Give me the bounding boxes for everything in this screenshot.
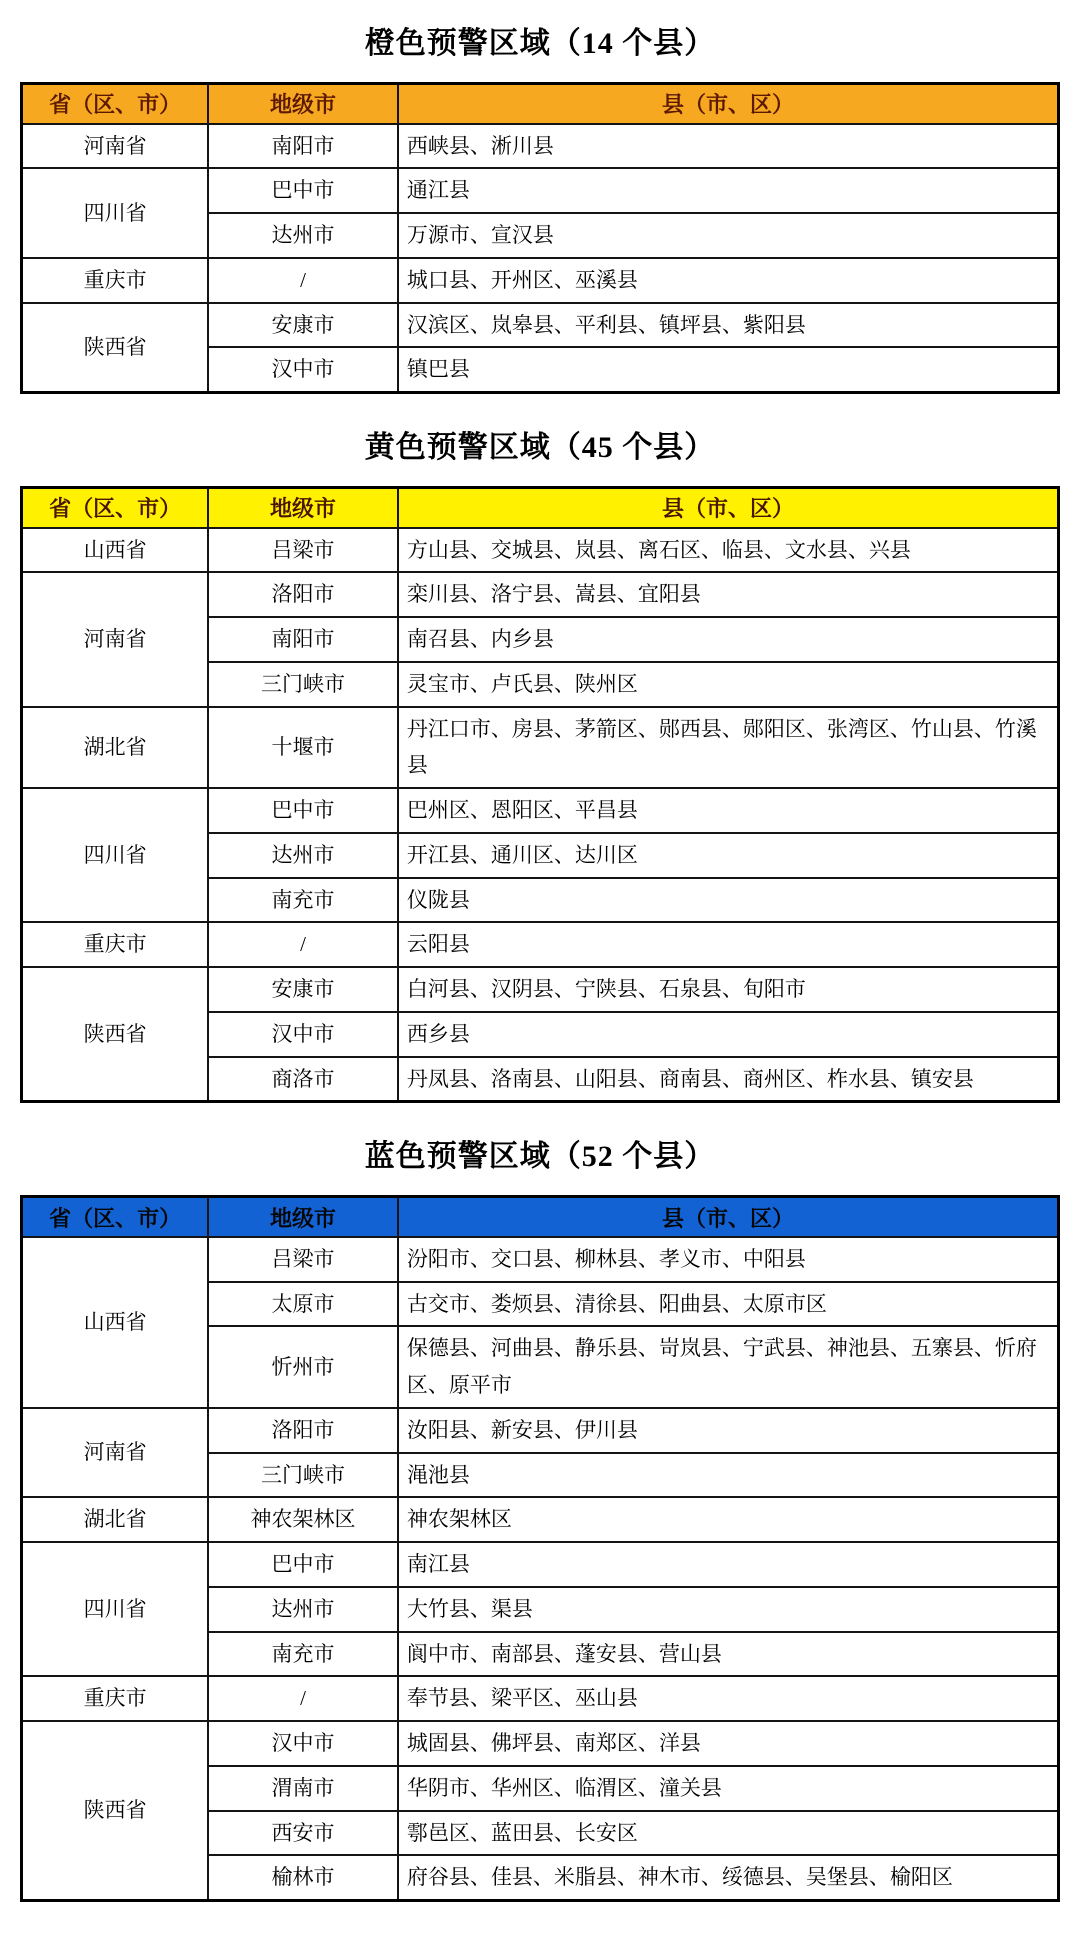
city-cell: / [208,258,398,303]
city-cell: 渭南市 [208,1766,398,1811]
table-row [22,967,1059,1012]
counties-cell: 阆中市、南部县、蓬安县、营山县 [398,1632,1059,1677]
city-cell: 巴中市 [208,788,398,833]
counties-cell: 古交市、娄烦县、清徐县、阳曲县、太原市区 [398,1282,1059,1327]
counties-cell: 丹江口市、房县、茅箭区、郧西县、郧阳区、张湾区、竹山县、竹溪县 [398,707,1059,789]
counties-cell: 西乡县 [398,1012,1059,1057]
counties-cell: 南召县、内乡县 [398,617,1059,662]
province-cell: 四川省 [22,1542,209,1676]
province-cell: 河南省 [22,124,209,169]
table-body [22,528,1059,1102]
city-cell: 汉中市 [208,1721,398,1766]
city-cell: 南充市 [208,1632,398,1677]
table-row [22,124,1059,169]
counties-cell: 汾阳市、交口县、柳林县、孝义市、中阳县 [398,1237,1059,1282]
counties-cell: 神农架林区 [398,1497,1059,1542]
blue-warning-table [20,1195,1060,1902]
counties-cell: 渑池县 [398,1453,1059,1498]
counties-cell: 方山县、交城县、岚县、离石区、临县、文水县、兴县 [398,528,1059,573]
province-cell: 湖北省 [22,707,209,789]
col-header-city: 地级市 [208,84,398,124]
table-row [22,1408,1059,1453]
province-cell: 四川省 [22,168,209,258]
table-row [22,1721,1059,1766]
col-header-counties: 县（市、区） [398,84,1059,124]
city-cell: 西安市 [208,1811,398,1856]
counties-cell: 汝阳县、新安县、伊川县 [398,1408,1059,1453]
col-header-province: 省（区、市） [22,488,209,528]
blue-section-title: 蓝色预警区域（52 个县） [364,1140,716,1174]
counties-cell: 云阳县 [398,922,1059,967]
counties-cell: 通江县 [398,168,1059,213]
yellow-warning-table [20,486,1060,1103]
province-cell: 重庆市 [22,258,209,303]
city-cell: / [208,1676,398,1721]
counties-cell: 西峡县、淅川县 [398,124,1059,169]
counties-cell: 南江县 [398,1542,1059,1587]
col-header-counties: 县（市、区） [398,488,1059,528]
col-header-province: 省（区、市） [22,84,209,124]
city-cell: 巴中市 [208,1542,398,1587]
col-header-city: 地级市 [208,488,398,528]
table-row [22,572,1059,617]
col-header-province: 省（区、市） [22,1197,209,1237]
city-cell: 汉中市 [208,347,398,392]
table-body [22,124,1059,393]
table-row [22,1542,1059,1587]
city-cell: 榆林市 [208,1855,398,1900]
blue-warning-section [20,1131,1060,1902]
province-cell: 四川省 [22,788,209,922]
city-cell: 洛阳市 [208,1408,398,1453]
table-row [22,788,1059,833]
city-cell: 巴中市 [208,168,398,213]
yellow-warning-section [20,422,1060,1103]
table-row [22,1237,1059,1282]
table-header [22,84,1059,124]
city-cell: 十堰市 [208,707,398,789]
city-cell: 三门峡市 [208,1453,398,1498]
counties-cell: 仪陇县 [398,878,1059,923]
table-row [22,168,1059,213]
orange-section-title: 橙色预警区域（14 个县） [364,27,716,60]
city-cell: 太原市 [208,1282,398,1327]
orange-warning-table [20,82,1060,394]
table-row [22,258,1059,303]
city-cell: 吕梁市 [208,528,398,573]
orange-warning-section [20,18,1060,394]
yellow-section-title: 黄色预警区域（45 个县） [364,431,716,464]
city-cell: 达州市 [208,833,398,878]
province-cell: 陕西省 [22,1721,209,1901]
city-cell: 南充市 [208,878,398,923]
city-cell: 南阳市 [208,124,398,169]
city-cell: 安康市 [208,303,398,348]
table-header [22,1197,1059,1237]
counties-cell: 奉节县、梁平区、巫山县 [398,1676,1059,1721]
city-cell: 吕梁市 [208,1237,398,1282]
city-cell: 汉中市 [208,1012,398,1057]
city-cell: 商洛市 [208,1057,398,1102]
city-cell: 达州市 [208,213,398,258]
table-row [22,707,1059,789]
province-cell: 山西省 [22,1237,209,1408]
counties-cell: 灵宝市、卢氏县、陕州区 [398,662,1059,707]
counties-cell: 开江县、通川区、达川区 [398,833,1059,878]
counties-cell: 巴州区、恩阳区、平昌县 [398,788,1059,833]
counties-cell: 城固县、佛坪县、南郑区、洋县 [398,1721,1059,1766]
counties-cell: 栾川县、洛宁县、嵩县、宜阳县 [398,572,1059,617]
table-row [22,1497,1059,1542]
header-row [22,1197,1059,1237]
city-cell: 三门峡市 [208,662,398,707]
table-row [22,922,1059,967]
city-cell: 忻州市 [208,1326,398,1408]
city-cell: / [208,922,398,967]
counties-cell: 府谷县、佳县、米脂县、神木市、绥德县、吴堡县、榆阳区 [398,1855,1059,1900]
province-cell: 山西省 [22,528,209,573]
counties-cell: 汉滨区、岚皋县、平利县、镇坪县、紫阳县 [398,303,1059,348]
city-cell: 神农架林区 [208,1497,398,1542]
counties-cell: 鄠邑区、蓝田县、长安区 [398,1811,1059,1856]
province-cell: 河南省 [22,1408,209,1498]
table-row [22,1676,1059,1721]
table-header [22,488,1059,528]
province-cell: 湖北省 [22,1497,209,1542]
counties-cell: 万源市、宣汉县 [398,213,1059,258]
province-cell: 陕西省 [22,303,209,393]
province-cell: 重庆市 [22,922,209,967]
city-cell: 南阳市 [208,617,398,662]
province-cell: 重庆市 [22,1676,209,1721]
counties-cell: 保德县、河曲县、静乐县、岢岚县、宁武县、神池县、五寨县、忻府区、原平市 [398,1326,1059,1408]
col-header-city: 地级市 [208,1197,398,1237]
table-row [22,528,1059,573]
city-cell: 达州市 [208,1587,398,1632]
counties-cell: 大竹县、渠县 [398,1587,1059,1632]
table-row [22,303,1059,348]
counties-cell: 白河县、汉阴县、宁陕县、石泉县、旬阳市 [398,967,1059,1012]
province-cell: 河南省 [22,572,209,706]
city-cell: 洛阳市 [208,572,398,617]
counties-cell: 城口县、开州区、巫溪县 [398,258,1059,303]
col-header-counties: 县（市、区） [398,1197,1059,1237]
counties-cell: 华阴市、华州区、临渭区、潼关县 [398,1766,1059,1811]
table-body [22,1237,1059,1901]
header-row [22,84,1059,124]
city-cell: 安康市 [208,967,398,1012]
province-cell: 陕西省 [22,967,209,1102]
counties-cell: 镇巴县 [398,347,1059,392]
header-row [22,488,1059,528]
counties-cell: 丹凤县、洛南县、山阳县、商南县、商州区、柞水县、镇安县 [398,1057,1059,1102]
